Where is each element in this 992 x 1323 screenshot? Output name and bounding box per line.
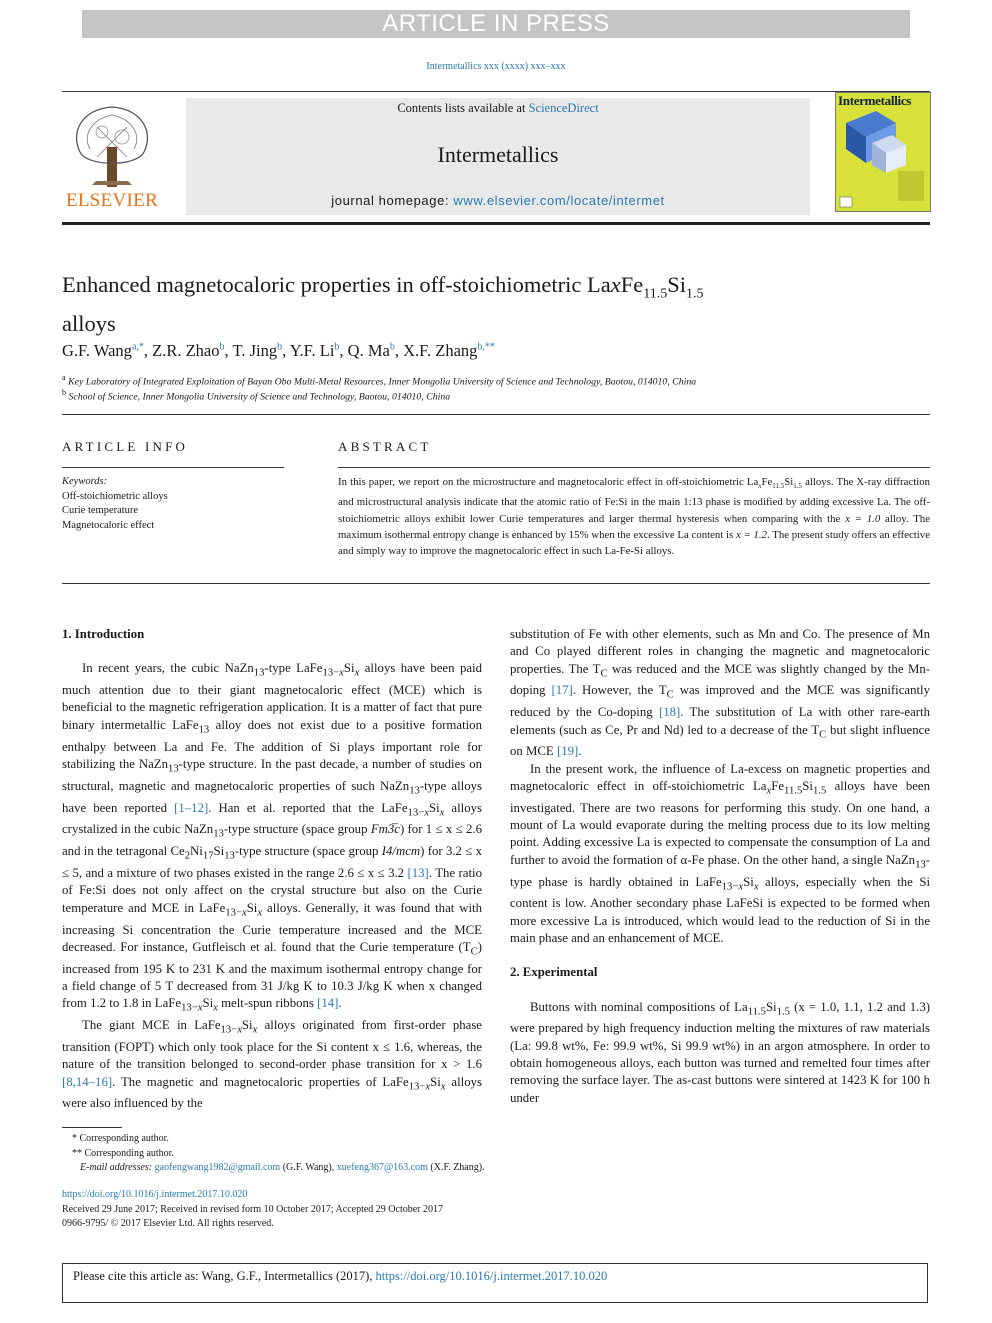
left-column — [62, 626, 482, 1113]
journal-cover-thumbnail[interactable] — [835, 92, 931, 212]
citation-link[interactable]: [13] — [407, 866, 429, 881]
keyword: Off-stoichiometric alloys — [62, 490, 168, 502]
sciencedirect-link[interactable]: ScienceDirect — [528, 101, 599, 115]
affiliation-b: $^b$ School of Science, Inner Mongolia University of Science and Technology, Baotou, 014010, China — [62, 388, 451, 403]
intro-paragraph-3: substitution of Fe with other elements, such as Mn and Co. The presence of Mn and Co played different roles in changing the magnetic and magnetocaloric properties. The $T_C$ was reduced and the MCE was slightly changed by the Mn-doping [17]. However, the $T_C$ was improved and the MCE was significantly reduced by the Co-doping [18]. The substitution of La with other rare-earth elements (such as Ce, Pr and Nd) led to a decrease of the $T_C$ but slight influence on MCE [19]. — [510, 627, 931, 759]
footnote-corresponding: * Corresponding author. ** Corresponding author. E-mail addresses: gaofengwang1982@gmail.com (G.F. Wang), xuefeng367@163.com (X.F. Zhang). — [72, 1133, 485, 1174]
abstract-bottom-rule — [62, 583, 930, 584]
cover-title: Intermetallics — [838, 93, 912, 108]
experimental-paragraph: Buttons with nominal compositions of $La_{11.5}Si_{1.5}$ (x = 1.0, 1.1, 1.2 and 1.3) were prepared by high frequency induction melting the mixtures of raw materials (La: 99.8 wt%, Fe: 99.9 wt%, Si 99.9 wt%) in an argon atmosphere. In order to obtain homogeneous alloys, each button was turned and remelted four times after removing the surface layer. The as-cast buttons were sintered at 1423 K for 100 h under — [510, 999, 930, 1105]
publisher-wordmark: ELSEVIER — [65, 190, 159, 211]
article-dates: Received 29 June 2017; Received in revised form 10 October 2017; Accepted 29 October 2017 — [62, 1203, 444, 1215]
keywords-block — [62, 475, 168, 533]
keyword: Curie temperature — [62, 505, 139, 516]
intro-paragraph-2: The giant MCE in $LaFe_{13-x}Si_x$ alloys originated from first-order phase transition (FOPT) which only took place for the Si content x ≤ 1.6, whereas, the nature of the transition belonged to second-order phase transition for x > 1.6 [8,14–16]. The magnetic and magnetocaloric properties of $LaFe_{13-x}Si_x$ alloys were also influenced by the — [62, 1018, 482, 1111]
abstract-text: In this paper, we report on the microstructure and magnetocaloric effect in off-stoichiometric $La_xFe_{11.5}Si_{1.5}$ alloys. The X-ray diffraction and microstructural analysis indicate that the atomic ratio of Fe:Si in the main 1:13 phase is modified by adding excessive La. The off-stoichiometric alloys exhibit lower Curie temperatures and larger thermal hysteresis when comparing with the x = 1.0 alloy. The maximum isothermal entropy change is enhanced by 15% when the excessive La content is x = 1.2. The present study offers an effective and simply way to improve the magnetocaloric effect in such La-Fe-Si alloys. — [338, 476, 930, 558]
citation-link[interactable]: [14] — [317, 996, 339, 1011]
footnote-rule — [62, 1127, 122, 1128]
author-name[interactable]: Y.F. Li — [289, 341, 335, 360]
email-link[interactable]: gaofengwang1982@gmail.com — [154, 1162, 281, 1174]
author-name[interactable]: X.F. Zhang — [403, 341, 478, 360]
header-rule-top — [62, 91, 930, 92]
abstract-rule — [338, 467, 930, 468]
citation-link[interactable]: [1–12] — [174, 800, 209, 815]
affiliation-rule — [62, 414, 930, 415]
article-title: Enhanced magnetocaloric properties in off-stoichiometric $LaxFe_{11.5}Si_{1.5}$ alloys — [62, 272, 704, 336]
article-in-press-banner: ARTICLE IN PRESS — [82, 10, 910, 38]
article-info-heading: ARTICLE INFO — [62, 439, 189, 454]
email-link[interactable]: xuefeng367@163.com — [336, 1162, 428, 1174]
header-rule-bottom — [62, 222, 930, 225]
section-heading-experimental: 2. Experimental — [510, 965, 598, 980]
homepage-prefix: journal homepage: — [331, 193, 454, 208]
right-column — [510, 626, 930, 1107]
citation-link[interactable]: [19] — [556, 744, 579, 759]
author-name[interactable]: G.F. Wang — [62, 341, 132, 360]
abstract-heading: ABSTRACT — [338, 439, 432, 454]
intro-paragraph-4: In the present work, the influence of La-excess on magnetic properties and magnetocaloric effect in off-stoichiometric $La_xFe_{11.5}Si_{1.5}$ alloys have been investigated. There are two reasons for performing this study. On one hand, a mount of La would evaporate during the melting process due to its low melting point. Adding excessive La is expected to compensate the consumption of La and further to avoid the formation of α-Fe phase. On the other hand, a single NaZn$_{13}$-type phase is hardly obtained in $LaFe_{13-x}Si_x$ alloys, especially when the Si content is low. Another secondary phase LaFeSi is expected to be formed when more excessive La is introduced, which would lead to the reduction of Si in the main phase and an enhancement of MCE. — [510, 761, 931, 946]
citation-link[interactable]: [18] — [658, 705, 681, 720]
author-name[interactable]: Q. Ma — [347, 341, 390, 360]
keyword: Magnetocaloric effect — [62, 519, 155, 531]
intro-paragraph-1: In recent years, the cubic NaZn$_{13}$-type $LaFe_{13-x}Si_x$ alloys have been paid much attention due to their giant magnetocaloric effect (MCE) which is beneficial to the magnetic refrigeration application. It is a matter of fact that pure binary intermetallic LaFe$_{13}$ alloy does not exist due to a positive formation enthalpy between La and Fe. The addition of Si plays important role for stabilizing the NaZn$_{13}$-type structure. In the past decade, a number of studies on structural, magnetic and magnetocaloric properties of such NaZn$_{13}$-type alloys have been reported [1–12]. Han et al. reported that the $LaFe_{13-x}Si_x$ alloys crystalized in the cubic NaZn$_{13}$-type structure (space group Fm3̅c) for 1 ≤ x ≤ 2.6 and in the tetragonal $Ce_2Ni_{17}Si_{13}$-type structure (space group I4/mcm) for 3.2 ≤ x ≤ 5, and a mixture of two phases existed in the range 2.6 ≤ x ≤ 3.2 [13]. The ratio of Fe:Si does not only affect on the crystal structure but also on the Curie temperature and MCE in $LaFe_{13-x}Si_x$ alloys. Generally, it was found that with increasing Si concentration the Curie temperature increased and the MCE decreased. For instance, Gutfleisch et al. found that the Curie temperature $(T_C)$ increased from 195 K to 231 K and the maximum isothermal entropy change for a field change of 5 T decreased from 31 J/kg K to 10.3 J/kg K when x changed from 1.2 to 1.8 in $LaFe_{13-x}Si_x$ melt-spun ribbons [14]. — [62, 661, 482, 1014]
contents-line — [186, 101, 810, 116]
affiliation-a: $^a$ Key Laboratory of Integrated Exploitation of Bayan Obo Multi-Metal Resources, Inner Mongolia University of Science and Technology, Baotou, 014010, China — [62, 373, 697, 388]
keywords-label: Keywords: — [62, 476, 108, 487]
citation-box: Please cite this article as: Wang, G.F., Intermetallics (2017), https://doi.org/10.1016/j.intermet.2017.10.020 — [62, 1263, 928, 1303]
author-name[interactable]: T. Jing — [232, 341, 278, 360]
citation-link[interactable]: [17] — [551, 683, 573, 698]
section-heading-introduction: 1. Introduction — [62, 627, 145, 641]
doi-link[interactable]: https://doi.org/10.1016/j.intermet.2017.10.020 — [62, 1189, 248, 1200]
citation-doi-link[interactable]: https://doi.org/10.1016/j.intermet.2017.10.020 — [375, 1269, 608, 1283]
journal-homepage-line — [186, 193, 810, 208]
contents-prefix: Contents lists available at — [397, 101, 529, 115]
journal-reference-link[interactable]: Intermetallics xxx (xxxx) xxx–xxx — [426, 61, 566, 72]
copyright: 0966-9795/ © 2017 Elsevier Ltd. All rights reserved. — [62, 1218, 274, 1230]
citation-link[interactable]: [8,14–16] — [62, 1074, 113, 1089]
homepage-link[interactable]: www.elsevier.com/locate/intermet — [453, 193, 665, 208]
article-metadata — [62, 1188, 443, 1232]
author-list: G.F. Wang$^{a,*}$, Z.R. Zhao$^b$, T. Jing$^b$, Y.F. Li$^b$, Q. Ma$^b$, X.F. Zhang$^{b,**}$ — [62, 341, 495, 360]
author-name[interactable]: Z.R. Zhao — [152, 341, 220, 360]
article-info-rule — [62, 467, 284, 468]
journal-title: Intermetallics — [437, 142, 559, 167]
